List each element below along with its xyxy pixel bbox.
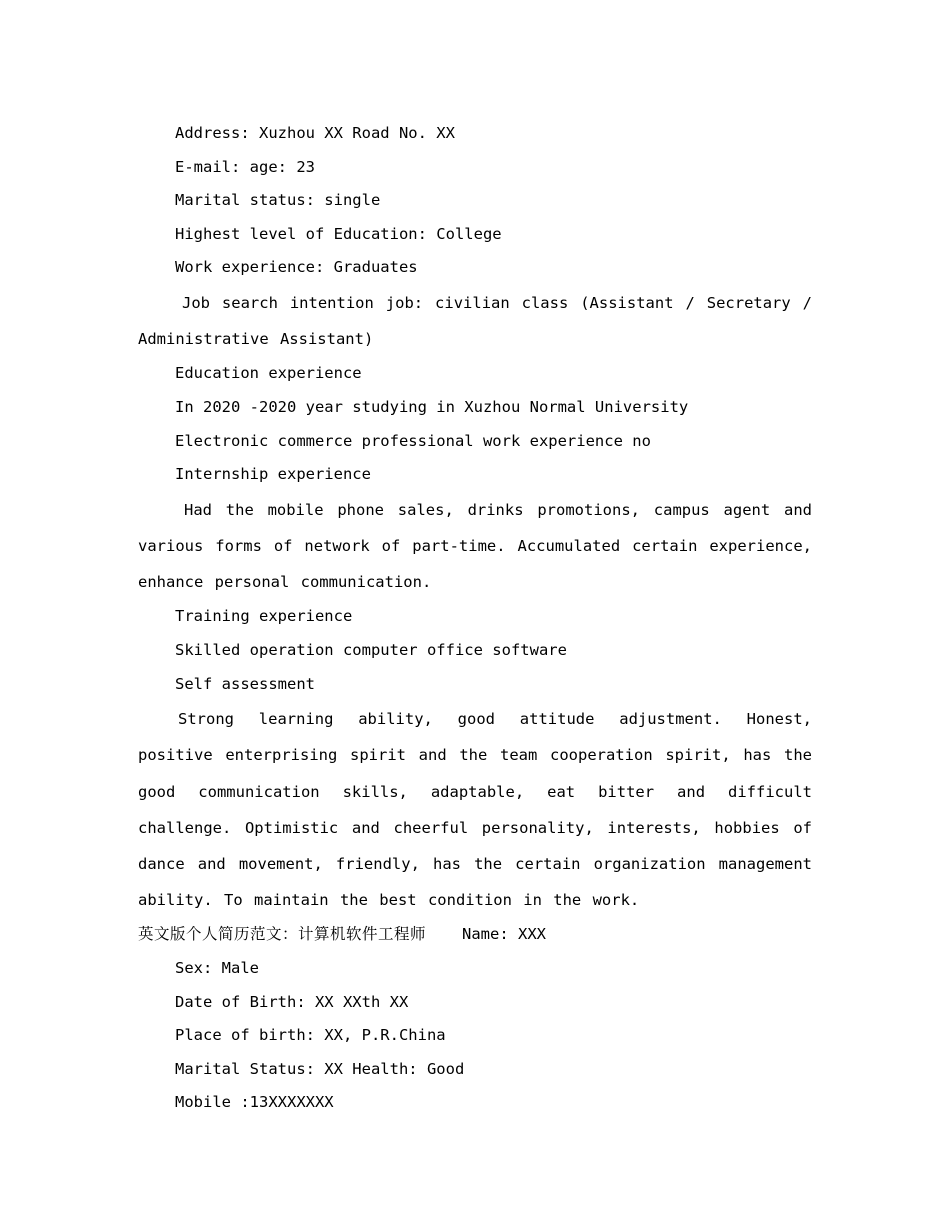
mobile-line: Mobile :13XXXXXXX	[175, 1093, 334, 1112]
internship-paragraph: Had the mobile phone sales, drinks promotions, campus agent and various forms of network of part-time. Accumulated certain experience, enhance personal communication.	[138, 500, 812, 592]
education-level-line: Highest level of Education: College	[175, 224, 502, 243]
resume2-title-cn: 英文版个人简历范文：计算机软件工程师	[138, 925, 427, 944]
work-experience-line: Work experience: Graduates	[175, 258, 418, 277]
document-page	[138, 117, 812, 1120]
place-of-birth-line: Place of birth: XX, P.R.China	[175, 1026, 446, 1045]
training-detail-line: Skilled operation computer office software	[175, 640, 567, 659]
training-heading: Training experience	[175, 607, 353, 626]
resume2-title-line	[138, 918, 812, 952]
date-of-birth-line: Date of Birth: XX XXth XX	[175, 992, 409, 1011]
sex-line: Sex: Male	[175, 958, 259, 977]
job-intention-paragraph: Job search intention job: civilian class (Assistant / Secretary / Administrative Assistant)	[138, 293, 812, 349]
marital-status-line: Marital status: single	[175, 191, 381, 210]
self-assessment-heading: Self assessment	[175, 674, 315, 693]
resume2-name: Name: XXX	[462, 925, 547, 944]
education-heading: Education experience	[175, 364, 362, 383]
marital-health-line: Marital Status: XX Health: Good	[175, 1059, 465, 1078]
internship-heading: Internship experience	[175, 465, 371, 484]
major-line: Electronic commerce professional work experience no	[175, 431, 651, 450]
education-detail-line: In 2020 -2020 year studying in Xuzhou Normal University	[175, 397, 689, 416]
self-assessment-paragraph: Strong learning ability, good attitude adjustment. Honest, positive enterprising spirit and the team cooperation spirit, has the good communication skills, adaptable, eat bitter and difficult challenge. Optimistic and cheerful personality, interests, hobbies of dance and movement, friendly, has the certain organization management ability. To maintain the best condition in the work.	[138, 710, 812, 910]
email-age-line: E-mail: age: 23	[175, 157, 315, 176]
address-line: Address: Xuzhou XX Road No. XX	[175, 124, 455, 142]
